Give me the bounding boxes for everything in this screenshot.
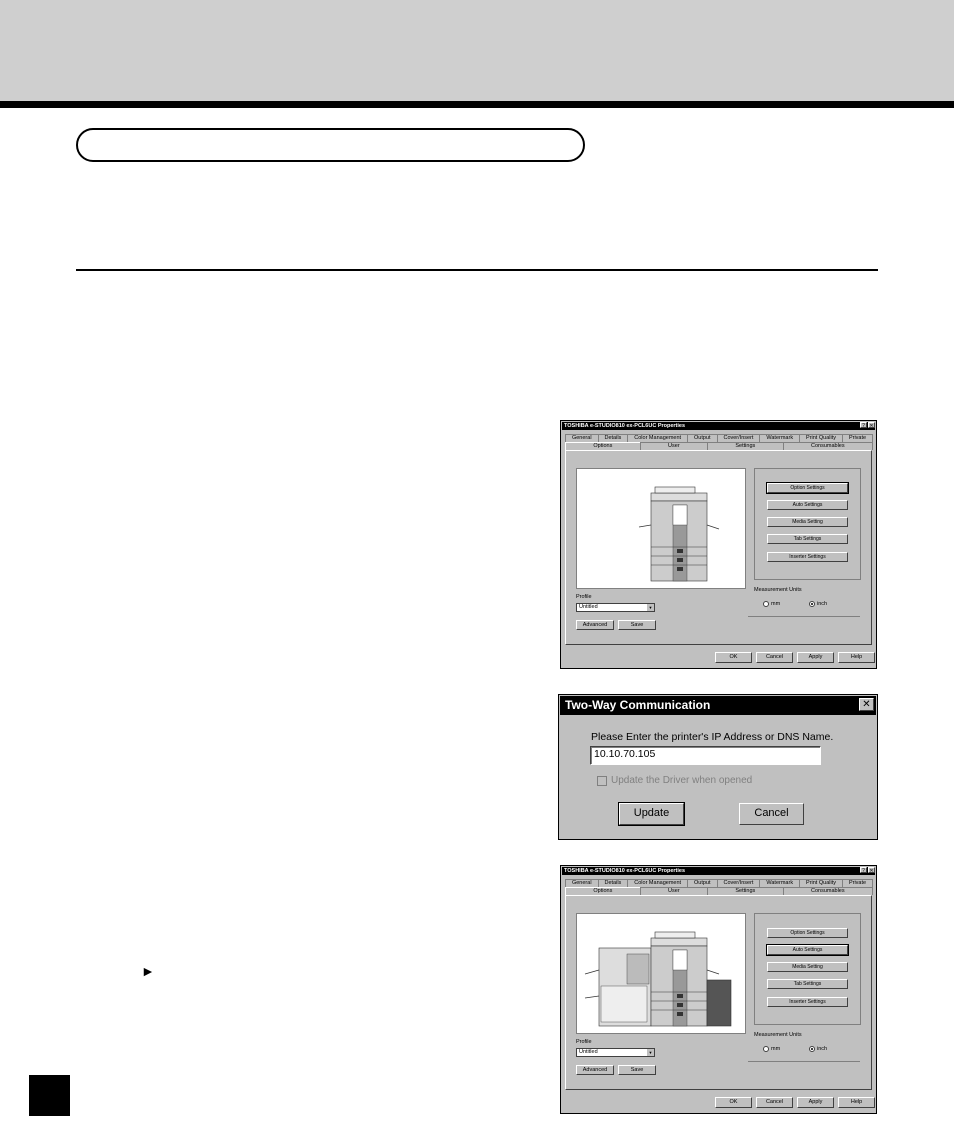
- dialog-title: TOSHIBA e-STUDIO810 ex-PCL6UC Properties: [562, 867, 875, 875]
- tab-cover-insert[interactable]: Cover/Insert: [717, 434, 761, 442]
- profile-value: Untitled: [579, 604, 598, 610]
- close-icon[interactable]: ✕: [859, 698, 874, 711]
- ok-button[interactable]: OK: [715, 1097, 752, 1108]
- properties-dialog-1: [560, 420, 877, 669]
- save-button[interactable]: Save: [618, 1065, 656, 1075]
- option-settings-button[interactable]: Option Settings: [767, 928, 848, 938]
- unit-mm-radio[interactable]: [763, 601, 780, 607]
- settings-button-group: [754, 468, 861, 580]
- tab-output[interactable]: Output: [687, 434, 717, 442]
- tab-details[interactable]: Details: [598, 879, 629, 887]
- page-marker-tab: [29, 1075, 70, 1116]
- save-button[interactable]: Save: [618, 620, 656, 630]
- ip-address-input[interactable]: 10.10.70.105: [590, 746, 821, 765]
- measurement-units-label: Measurement Units: [754, 1032, 802, 1038]
- profile-value: Untitled: [579, 1049, 598, 1055]
- cancel-button[interactable]: Cancel: [756, 1097, 793, 1108]
- ip-prompt: Please Enter the printer's IP Address or DNS Name.: [591, 731, 834, 743]
- auto-settings-button[interactable]: Auto Settings: [767, 945, 848, 955]
- unit-inch-radio[interactable]: [809, 1046, 827, 1052]
- ok-button[interactable]: OK: [715, 652, 752, 663]
- update-driver-checkbox[interactable]: [597, 775, 752, 786]
- unit-mm-radio[interactable]: [763, 1046, 780, 1052]
- tab-consumables[interactable]: Consumables: [783, 887, 873, 895]
- two-way-communication-dialog: [558, 694, 878, 840]
- printer-preview: [576, 468, 746, 589]
- divider: [748, 616, 860, 617]
- profile-label: Profile: [576, 594, 592, 600]
- update-button[interactable]: Update: [619, 803, 684, 825]
- help-button[interactable]: Help: [838, 1097, 875, 1108]
- unit-mm-label: mm: [771, 601, 781, 607]
- close-icon[interactable]: ✕: [869, 423, 874, 429]
- advanced-button[interactable]: Advanced: [576, 620, 614, 630]
- close-icon[interactable]: ✕: [869, 868, 874, 874]
- properties-dialog-2: [560, 865, 877, 1114]
- step-arrow-icon: ►: [141, 963, 155, 979]
- tab-consumables[interactable]: Consumables: [783, 442, 873, 450]
- settings-button-group: [754, 913, 861, 1025]
- radio-mark: [763, 601, 769, 607]
- option-settings-button[interactable]: Option Settings: [767, 483, 848, 493]
- tab-general[interactable]: General: [565, 879, 599, 887]
- tab-settings-button[interactable]: Tab Settings: [767, 979, 848, 989]
- unit-inch-label: inch: [817, 601, 828, 607]
- measurement-units-label: Measurement Units: [754, 587, 802, 593]
- tab-options[interactable]: Options: [565, 442, 641, 450]
- radio-mark: [809, 1046, 815, 1052]
- help-icon[interactable]: ?: [860, 422, 867, 428]
- tab-private[interactable]: Private: [842, 434, 873, 442]
- profile-select[interactable]: [576, 603, 655, 612]
- unit-inch-label: inch: [817, 1046, 828, 1052]
- apply-button[interactable]: Apply: [797, 1097, 834, 1108]
- radio-mark: [809, 601, 815, 607]
- tab-output[interactable]: Output: [687, 879, 717, 887]
- tab-print-quality[interactable]: Print Quality: [799, 879, 843, 887]
- auto-settings-button[interactable]: Auto Settings: [767, 500, 848, 510]
- unit-inch-radio[interactable]: [809, 601, 827, 607]
- chevron-down-icon[interactable]: ▼: [648, 605, 653, 610]
- tab-settings[interactable]: Settings: [707, 442, 784, 450]
- tab-user[interactable]: User: [640, 887, 708, 895]
- tab-color-management[interactable]: Color Management: [627, 879, 688, 887]
- dialog-title: TOSHIBA e-STUDIO810 ex-PCL6UC Properties: [562, 422, 875, 430]
- profile-label: Profile: [576, 1039, 592, 1045]
- header-band: [0, 0, 954, 101]
- tab-print-quality[interactable]: Print Quality: [799, 434, 843, 442]
- help-button[interactable]: Help: [838, 652, 875, 663]
- cancel-button[interactable]: Cancel: [756, 652, 793, 663]
- profile-select[interactable]: [576, 1048, 655, 1057]
- media-setting-button[interactable]: Media Setting: [767, 962, 848, 972]
- dialog-title: Two-Way Communication: [560, 696, 876, 715]
- divider: [748, 1061, 860, 1062]
- unit-mm-label: mm: [771, 1046, 781, 1052]
- tab-private[interactable]: Private: [842, 879, 873, 887]
- printer-preview: [576, 913, 746, 1034]
- tab-cover-insert[interactable]: Cover/Insert: [717, 879, 761, 887]
- apply-button[interactable]: Apply: [797, 652, 834, 663]
- media-setting-button[interactable]: Media Setting: [767, 517, 848, 527]
- inserter-settings-button[interactable]: Inserter Settings: [767, 997, 848, 1007]
- tab-general[interactable]: General: [565, 434, 599, 442]
- printer-illustration: [577, 469, 745, 588]
- tab-options[interactable]: Options: [565, 887, 641, 895]
- tab-watermark[interactable]: Watermark: [759, 879, 800, 887]
- printer-with-finisher-illustration: [577, 914, 745, 1033]
- update-driver-label: Update the Driver when opened: [611, 775, 753, 786]
- tab-color-management[interactable]: Color Management: [627, 434, 688, 442]
- header-rule: [0, 101, 954, 108]
- inserter-settings-button[interactable]: Inserter Settings: [767, 552, 848, 562]
- section-divider: [76, 269, 878, 271]
- advanced-button[interactable]: Advanced: [576, 1065, 614, 1075]
- help-icon[interactable]: ?: [860, 867, 867, 873]
- radio-mark: [763, 1046, 769, 1052]
- tab-watermark[interactable]: Watermark: [759, 434, 800, 442]
- tab-user[interactable]: User: [640, 442, 708, 450]
- tab-settings-button[interactable]: Tab Settings: [767, 534, 848, 544]
- chevron-down-icon[interactable]: ▼: [648, 1050, 653, 1055]
- checkbox-box: [597, 776, 607, 786]
- tab-details[interactable]: Details: [598, 434, 629, 442]
- section-title-box: [76, 128, 585, 162]
- tab-settings[interactable]: Settings: [707, 887, 784, 895]
- cancel-button[interactable]: Cancel: [739, 803, 804, 825]
